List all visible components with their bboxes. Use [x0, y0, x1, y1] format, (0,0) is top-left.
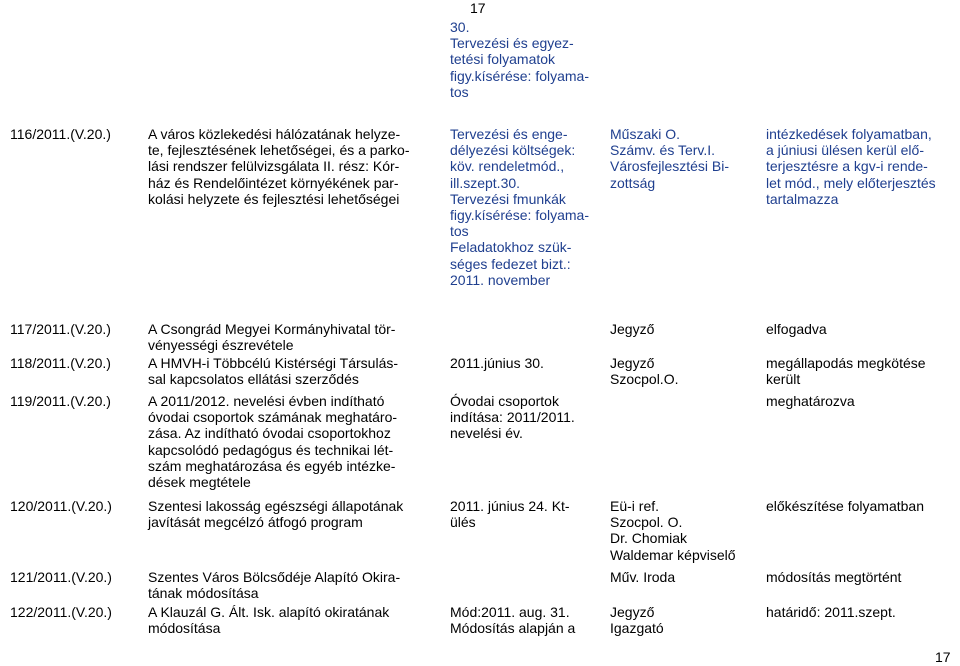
resolution-subject: A Csongrád Megyei Kormányhivatal tör- vényességi észrevétele: [148, 321, 396, 354]
page-number-bottom: 17: [935, 649, 951, 665]
resolution-deadline: 2011.június 30.: [450, 355, 544, 371]
resolution-subject: A HMVH-i Többcélú Kistérségi Társulás- sal kapcsolatos ellátási szerződés: [148, 355, 399, 388]
resolution-status: intézkedések folyamatban, a júniusi ülésen kerül elő- terjesztésre a kgv-i rende- let mód., mely előterjesztés tartalmazza: [766, 126, 936, 207]
resolution-responsible: Jegyző Szocpol.O.: [610, 355, 679, 388]
resolution-responsible: Műszaki O. Számv. és Terv.I. Városfejlesztési Bi- zottság: [610, 126, 730, 191]
resolution-subject: A Klauzál G. Ált. Isk. alapító okiratának módosítása: [148, 604, 390, 637]
resolution-id: 121/2011.(V.20.): [10, 569, 112, 585]
resolution-deadline: Mód:2011. aug. 31. Módosítás alapján a: [450, 604, 576, 637]
resolution-subject: A város közlekedési hálózatának helyze- te, fejlesztésének lehetőségei, és a parko- lási rendszer felülvizsgálata II. rész: Kór- ház és Rendelőintézet környékének par- kolási helyzete és fejlesztési lehetőségei: [148, 126, 410, 207]
resolution-responsible: Eü-i ref. Szocpol. O. Dr. Chomiak Waldemar képviselő: [610, 498, 736, 563]
resolution-id: 122/2011.(V.20.): [10, 604, 112, 620]
resolution-status: elfogadva: [766, 321, 827, 337]
resolution-id: 118/2011.(V.20.): [10, 355, 111, 371]
resolution-subject: Szentesi lakosság egészségi állapotának javítását megcélzó átfogó program: [148, 498, 404, 531]
resolution-deadline: Óvodai csoportok indítása: 2011/2011. nevelési év.: [450, 393, 575, 442]
resolution-responsible: Jegyző Igazgató: [610, 604, 664, 637]
resolution-id: 117/2011.(V.20.): [10, 321, 111, 337]
resolution-status: előkészítése folyamatban: [766, 498, 924, 514]
resolution-deadline: 2011. június 24. Kt- ülés: [450, 498, 570, 531]
resolution-status: határidő: 2011.szept.: [766, 604, 896, 620]
page-number-top: 17: [470, 0, 486, 16]
resolution-deadline: Tervezési és enge- délyezési költségek: köv. rendeletmód., ill.szept.30. Tervezési fmunkák figy.kísérése: folyama- tos Feladatokhoz szük- séges fedezet bizt.: 2011. november: [450, 126, 590, 288]
resolution-status: módosítás megtörtént: [766, 569, 902, 585]
resolution-subject: A 2011/2012. nevelési évben indítható óvodai csoportok számának meghatáro- zása. Az indítható óvodai csoportokhoz kapcsolódó pedagógus és technikai lét- szám meghatározása és egyéb intézke- dések megtétele: [148, 393, 398, 491]
header-deadline-block: 30. Tervezési és egyez- tetési folyamatok figy.kísérése: folyama- tos: [450, 19, 590, 100]
resolution-id: 120/2011.(V.20.): [10, 498, 112, 514]
resolution-status: megállapodás megkötése került: [766, 355, 926, 388]
resolution-responsible: Műv. Iroda: [610, 569, 676, 585]
resolution-subject: Szentes Város Bölcsődéje Alapító Okira- tának módosítása: [148, 569, 401, 602]
resolution-id: 119/2011.(V.20.): [10, 393, 111, 409]
resolution-id: 116/2011.(V.20.): [10, 126, 111, 142]
resolution-responsible: Jegyző: [610, 321, 655, 337]
resolution-status: meghatározva: [766, 393, 855, 409]
